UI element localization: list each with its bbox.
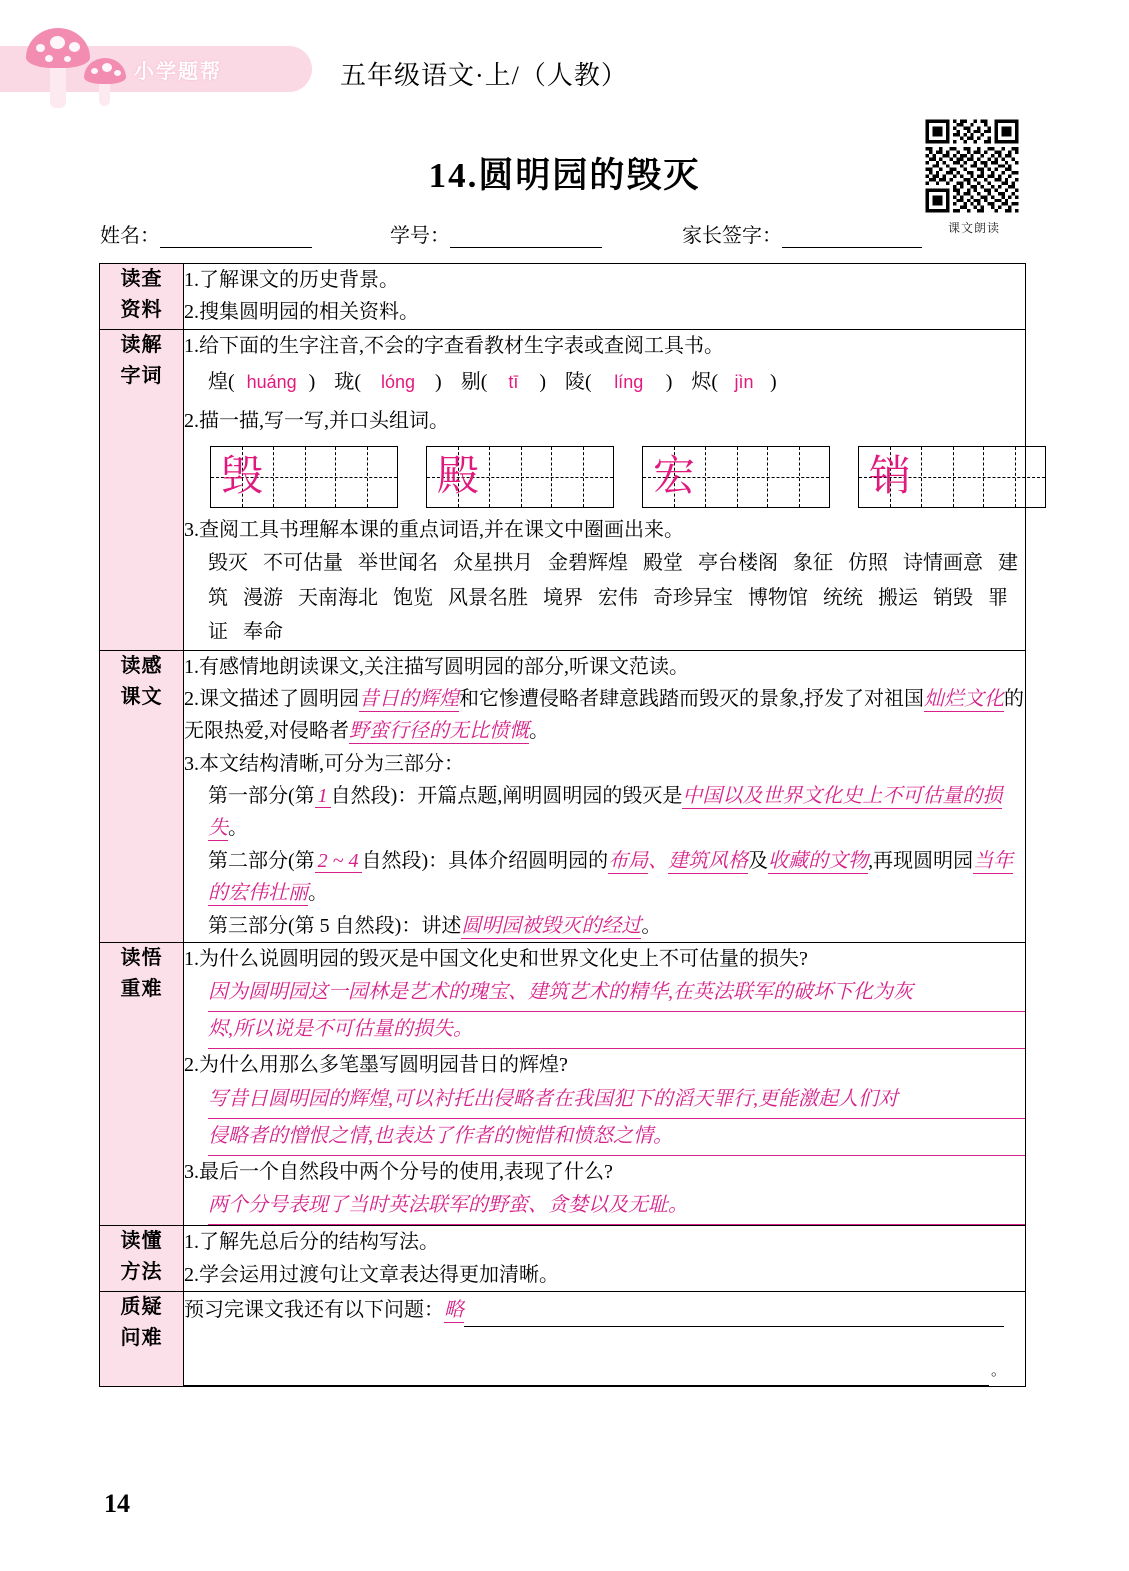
text-segment: ,再现圆明园 [868, 849, 974, 872]
grid-character: 殿 [436, 453, 479, 500]
handwritten-answer-line[interactable]: 因为圆明园这一园林是艺术的瑰宝、建筑艺术的精华,在英法联军的破坏下化为灰 [208, 975, 1025, 1012]
grid-cell-empty[interactable] [335, 447, 397, 507]
row-body-key-questions [184, 943, 1026, 1226]
character-grid[interactable] [210, 446, 398, 508]
text-segment: 及 [748, 849, 769, 872]
pinyin-item: 烬( jìn ) [691, 366, 776, 398]
student-info-row [100, 219, 1000, 248]
handwritten-answer[interactable]: 略 [444, 1298, 464, 1321]
grid-cell-empty[interactable] [273, 447, 335, 507]
handwritten-answer-line[interactable]: 写昔日圆明园的辉煌,可以衬托出侵略者在我国犯下的滔天罪行,更能激起人们对 [208, 1082, 1025, 1119]
pinyin-item: 剔( tī ) [461, 366, 546, 398]
pinyin-char: 陵 [565, 371, 586, 394]
handwritten-answer-line[interactable]: 烬,所以说是不可估量的损失。 [208, 1012, 1025, 1049]
text-segment: 和它惨遭侵略者肆意践踏而毁灭的景象,抒发了对祖国 [459, 687, 924, 710]
vocab-word-list: 毁灭 不可估量 举世闻名 众星拱月 金碧辉煌 殿堂 亭台楼阁 象征 仿照 诗情画意 建筑 漫游 天南海北 饱览 风景名胜 境界 宏伟 奇珍异宝 博物馆 统统 搬运 销毁 罪证 奉命 [208, 552, 1018, 644]
text-segment: 。 [308, 882, 328, 905]
text-segment: 第三部分(第 5 自然段)：讲述 [208, 914, 462, 937]
text-segment: 2.课文描述了圆明园 [184, 687, 359, 710]
text-separator: 、 [648, 849, 669, 872]
brand-banner [0, 46, 312, 92]
row-body-survey [184, 264, 1026, 330]
table-row-vocabulary [100, 329, 1026, 650]
mushroom-dot [69, 42, 80, 52]
handwritten-answer[interactable]: 布局 [608, 849, 649, 872]
handwritten-answer[interactable]: 昔日的辉煌 [359, 687, 459, 710]
handwritten-answer-line[interactable]: 侵略者的憎恨之情,也表达了作者的惋惜和愤怒之情。 [208, 1119, 1025, 1156]
row-body-methods [184, 1226, 1026, 1292]
key-question-3: 3.最后一个自然段中两个分号的使用,表现了什么? [184, 1160, 613, 1183]
mushroom-dot [50, 36, 65, 49]
row-label-line1: 读解 [120, 333, 163, 356]
table-row-key-questions [100, 943, 1026, 1226]
questions-prompt-row [184, 1294, 1025, 1327]
text-segment: 的无限热爱,对侵略者 [184, 687, 1024, 743]
table-row-survey [100, 264, 1026, 330]
row-body-questions [184, 1291, 1026, 1386]
grid-cell-empty[interactable] [705, 447, 767, 507]
row-label-line2: 课文 [120, 685, 163, 708]
row-label-methods [100, 1226, 184, 1292]
handwritten-answer[interactable]: 圆明园被毁灭的经过 [461, 914, 642, 937]
row-label-line2: 资料 [120, 299, 163, 321]
row-body-vocabulary [184, 329, 1026, 650]
text-segment: 自然段)：具体介绍圆明园的 [361, 849, 609, 872]
table-row-comprehension [100, 650, 1026, 943]
key-answer-2[interactable] [184, 1082, 1025, 1156]
student-id-label: 学号： [390, 225, 450, 247]
mushroom-dot [45, 55, 53, 62]
question-write-line[interactable] [464, 1308, 1004, 1327]
sentence-end-mark: 。 [991, 1363, 1007, 1380]
handwritten-answer[interactable]: 建筑风格 [668, 849, 749, 872]
handwritten-paragraph-number[interactable]: 1 [315, 785, 331, 808]
grid-cell-empty[interactable] [551, 447, 613, 507]
mushroom-dot [114, 70, 121, 76]
mushroom-dot [64, 56, 71, 62]
row-label-key-questions [100, 943, 184, 1226]
row-label-line1: 读悟 [120, 947, 163, 970]
character-grid[interactable] [426, 446, 614, 508]
mushroom-large-icon [26, 28, 90, 108]
row-label-survey [100, 264, 184, 330]
mushroom-stem [50, 61, 66, 108]
parent-signature-label: 家长签字： [682, 225, 782, 247]
comprehension-item-3: 3.本文结构清晰,可分为三部分： [184, 752, 464, 775]
grid-cell-filled [211, 447, 273, 507]
pinyin-char: 烬 [691, 371, 712, 394]
mushroom-small-icon [84, 58, 126, 106]
grid-cell-empty[interactable] [767, 447, 829, 507]
grade-subject-title: 五年级语文·上/（人教） [340, 61, 628, 90]
page-number: 14 [104, 1489, 130, 1518]
grid-cell-filled [427, 447, 489, 507]
row-label-line2: 重难 [120, 978, 163, 1001]
character-grid[interactable] [642, 446, 830, 508]
mushroom-dot [91, 68, 98, 74]
pinyin-char: 剔 [460, 371, 481, 394]
grid-cell-empty[interactable] [983, 447, 1045, 507]
pinyin-item: 煌( huáng ) [208, 366, 315, 398]
grid-cell-filled [859, 447, 921, 507]
key-question-1: 1.为什么说圆明园的毁灭是中国文化史和世界文化史上不可估量的损失? [184, 948, 808, 971]
page-title: 14.圆明园的毁灭 [428, 156, 701, 195]
row-label-line2: 字词 [120, 364, 163, 387]
questions-prompt: 预习完课文我还有以下问题： [184, 1298, 444, 1321]
key-answer-1[interactable] [184, 975, 1025, 1049]
pinyin-item: 陵( líng ) [565, 366, 672, 398]
survey-item-2: 2.搜集圆明园的相关资料。 [184, 301, 419, 324]
table-row-methods [100, 1226, 1026, 1292]
question-write-line[interactable] [184, 1367, 989, 1386]
questions-blank-row [184, 1353, 1025, 1385]
handwritten-answer[interactable]: 当年的宏伟壮丽 [208, 849, 1014, 905]
survey-item-1: 1.了解课文的历史背景。 [184, 269, 399, 291]
row-label-comprehension [100, 650, 184, 943]
key-answer-3[interactable] [184, 1188, 1025, 1225]
text-segment: 第一部分(第 [208, 785, 315, 808]
row-label-line1: 质疑 [120, 1295, 163, 1318]
row-label-line1: 读查 [120, 268, 163, 290]
pinyin-value[interactable]: líng [614, 372, 644, 393]
comprehension-item-2 [184, 683, 1025, 748]
brand-name: 小学题帮 [134, 61, 222, 83]
row-label-vocabulary [100, 329, 184, 650]
character-grid[interactable] [858, 446, 1046, 508]
name-input-blank[interactable] [160, 228, 312, 248]
handwritten-answer[interactable]: 中国以及世界文化史上不可估量的损失 [208, 785, 1003, 840]
text-segment: 。 [641, 914, 662, 937]
row-body-comprehension [184, 650, 1026, 943]
name-label: 姓名： [100, 225, 160, 247]
pinyin-item: 珑( lóng ) [334, 366, 441, 398]
pinyin-value[interactable]: huáng [246, 372, 297, 393]
handwritten-paragraph-number[interactable]: 2 ~ 4 [315, 850, 362, 873]
handwritten-answer[interactable]: 收藏的文物 [768, 849, 869, 872]
text-segment: 。 [228, 817, 248, 840]
row-label-questions [100, 1291, 184, 1386]
structure-part-2 [184, 845, 1025, 910]
grid-character: 销 [868, 453, 911, 500]
structure-part-3 [184, 910, 1025, 942]
mushroom-dot [36, 44, 45, 52]
structure-part-1 [184, 780, 1025, 845]
method-item-2: 2.学会运用过渡句让文章表达得更加清晰。 [184, 1263, 559, 1286]
worksheet-table [99, 263, 1026, 1387]
comprehension-item-1: 1.有感情地朗读课文,关注描写圆明园的部分,听课文范读。 [184, 655, 689, 678]
row-label-line1: 读感 [120, 654, 163, 677]
character-practice-grids [210, 446, 1025, 508]
text-segment: 第二部分(第 [208, 849, 315, 872]
vocab-question-2: 2.描一描,写一写,并口头组词。 [184, 409, 449, 432]
row-label-line2: 方法 [120, 1261, 163, 1284]
vocab-question-3: 3.查阅工具书理解本课的重点词语,并在课文中圈画出来。 [184, 518, 684, 541]
student-id-input-blank[interactable] [450, 228, 602, 248]
text-segment: 。 [529, 720, 549, 743]
pinyin-char: 煌 [208, 371, 228, 394]
mushroom-dot [102, 63, 112, 72]
vocab-question-1: 1.给下面的生字注音,不会的字查看教材生字表或查阅工具书。 [184, 334, 724, 357]
parent-signature-blank[interactable] [782, 228, 922, 248]
row-label-line2: 问难 [120, 1326, 163, 1349]
grid-cell-empty[interactable] [489, 447, 551, 507]
grid-cell-empty[interactable] [921, 447, 983, 507]
handwritten-answer[interactable]: 野蛮行径的无比愤慨 [349, 720, 529, 743]
key-question-2: 2.为什么用那么多笔墨写圆明园昔日的辉煌? [184, 1054, 568, 1077]
pinyin-answer-row [184, 366, 1025, 398]
grid-character: 宏 [652, 453, 695, 500]
pinyin-value[interactable]: jìn [734, 372, 754, 393]
grid-cell-filled [643, 447, 705, 507]
pinyin-value[interactable]: tī [508, 372, 519, 393]
handwritten-answer-line[interactable]: 两个分号表现了当时英法联军的野蛮、贪婪以及无耻。 [208, 1188, 1025, 1225]
row-label-line1: 读懂 [120, 1230, 163, 1253]
qr-caption: 课文朗读 [947, 221, 1000, 235]
pinyin-char: 珑 [334, 371, 355, 394]
handwritten-answer[interactable]: 灿烂文化 [924, 687, 1004, 710]
pinyin-value[interactable]: lóng [381, 372, 416, 393]
grid-character: 毁 [220, 453, 263, 500]
table-row-questions [100, 1291, 1026, 1386]
method-item-1: 1.了解先总后分的结构写法。 [184, 1231, 439, 1254]
text-segment: 自然段)：开篇点题,阐明圆明园的毁灭是 [330, 785, 683, 808]
